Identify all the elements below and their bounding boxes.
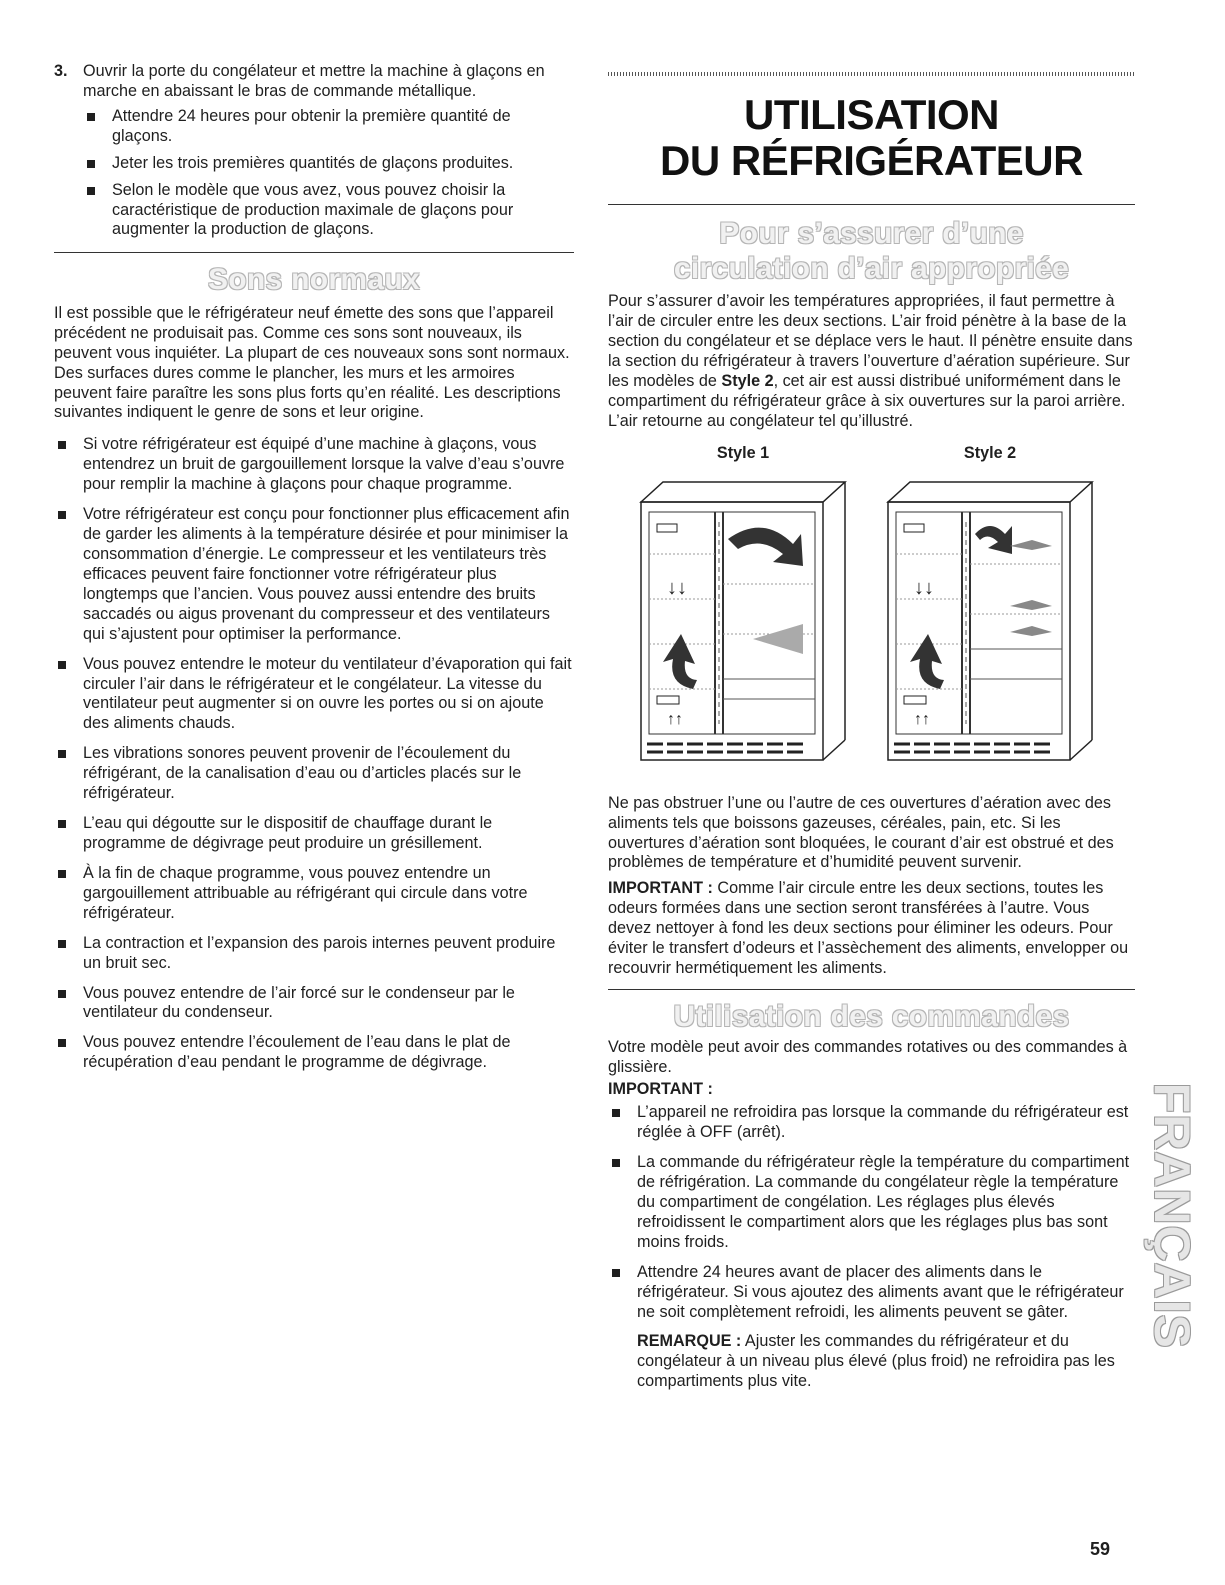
bullet-icon bbox=[54, 814, 83, 854]
page-title-line1: UTILISATION bbox=[743, 91, 1000, 138]
list-item: Votre réfrigérateur est conçu pour fonctionner plus efficacement afin de garder les aliments à la température désirée et pour minimiser la consommation d’énergie. Le compresseur et les ventilateurs très efficaces peuvent faire fonctionner votre réfrigérateur plus longtemps que l’ancien. Vous pouvez aussi entendre des bruits saccadés ou aigus provenant du compresseur et des ventilateurs qui s’ajustent pour optimiser la performance. bbox=[54, 505, 574, 644]
airflow-figures bbox=[608, 444, 1135, 780]
language-side-tab: FRANÇAIS bbox=[1143, 1082, 1200, 1350]
refrigerator-airflow-diagram bbox=[633, 474, 853, 774]
bullet-icon bbox=[83, 181, 112, 241]
bullet-icon bbox=[54, 655, 83, 735]
list-item: Si votre réfrigérateur est équipé d’une machine à glaçons, vous entendrez un bruit de gargouillement lorsque la valve d’eau s’ouvre pour remplir la machine à glaçons pour chaque programme. bbox=[54, 435, 574, 495]
refrigerator-airflow-diagram bbox=[880, 474, 1100, 774]
list-item: Jeter les trois premières quantités de glaçons produites. bbox=[83, 154, 574, 174]
figure-label: Style 1 bbox=[716, 443, 770, 462]
list-item: Attendre 24 heures avant de placer des aliments dans le réfrigérateur. Si vous ajoutez des aliments avant que le réfrigérateur ne soit complètement refroidi, les aliments peuvent se gâter. bbox=[608, 1263, 1135, 1323]
list-item: L’eau qui dégoutte sur le dispositif de chauffage durant le programme de dégivrage peut produire un grésillement. bbox=[54, 814, 574, 854]
page-number: 59 bbox=[1090, 1539, 1111, 1559]
dotted-rule bbox=[608, 72, 1135, 76]
commandes-important-label: IMPORTANT : bbox=[608, 1080, 713, 1099]
section-heading-circulation: Pour s’assurer d’une circulation d’air appropriée bbox=[673, 217, 1070, 285]
section-divider bbox=[608, 204, 1135, 205]
section-divider bbox=[608, 989, 1135, 990]
bullet-icon bbox=[54, 435, 83, 495]
remarque-paragraph: REMARQUE : Ajuster les commandes du réfrigérateur et du congélateur à un niveau plus élevé (plus froid) ne refroidira pas les compartiments plus vite. bbox=[637, 1332, 1115, 1391]
sons-normaux-intro: Il est possible que le réfrigérateur neuf émette des sons que l’appareil précédent ne produisait pas. Comme ces sons sont nouveaux, ils peuvent vous inquiéter. La plupart de ces nouveaux sons sont normaux. Des surfaces dures comme le plancher, les murs et les armoires peuvent faire paraître les sons plus forts qu’en réalité. Les descriptions suivantes indiquent le genre de sons et leur origine. bbox=[54, 303, 570, 422]
left-column bbox=[54, 62, 574, 1083]
sons-normaux-bullets bbox=[54, 435, 574, 1073]
figure-label: Style 2 bbox=[963, 443, 1017, 462]
commandes-bullets bbox=[608, 1103, 1135, 1322]
section-divider bbox=[54, 252, 574, 253]
circulation-paragraph: Pour s’assurer d’avoir les températures appropriées, il faut permettre à l’air de circuler entre les deux sections. L’air froid pénètre à la base de la section du congélateur et se déplace vers le haut. Il pénètre ensuite dans la section du réfrigérateur à travers l’ouverture d’aération supérieure. Sur les modèles de Style 2, cet air est aussi distribué uniformément dans le compartiment du réfrigérateur grâce à six ouvertures sur la paroi arrière. L’air retourne au congélateur tel qu’illustré. bbox=[608, 292, 1133, 430]
bullet-icon bbox=[608, 1263, 637, 1323]
bullet-icon bbox=[54, 864, 83, 924]
bullet-icon bbox=[54, 934, 83, 974]
section-heading-sons-normaux: Sons normaux bbox=[208, 263, 420, 297]
list-item: L’appareil ne refroidira pas lorsque la commande du réfrigérateur est réglée à OFF (arrêt). bbox=[608, 1103, 1135, 1143]
bullet-icon bbox=[54, 744, 83, 804]
list-item: La contraction et l’expansion des parois internes peuvent produire un bruit sec. bbox=[54, 934, 574, 974]
svg-text:↓↓: ↓↓ bbox=[667, 576, 687, 599]
list-item: Vous pouvez entendre l’écoulement de l’eau dans le plat de récupération d’eau pendant le programme de dégivrage. bbox=[54, 1033, 574, 1073]
list-item: Attendre 24 heures pour obtenir la première quantité de glaçons. bbox=[83, 107, 574, 147]
step-3-bullets bbox=[83, 107, 574, 241]
figure-style-2 bbox=[875, 444, 1105, 780]
list-item: Vous pouvez entendre de l’air forcé sur le condenseur par le ventilateur du condenseur. bbox=[54, 984, 574, 1024]
svg-text:↓↓: ↓↓ bbox=[914, 576, 934, 599]
bullet-icon bbox=[83, 107, 112, 147]
step-text: Ouvrir la porte du congélateur et mettre la machine à glaçons en marche en abaissant le bras de commande métallique. bbox=[83, 62, 545, 100]
list-item: La commande du réfrigérateur règle la température du compartiment de réfrigération. La commande du congélateur règle la température du compartiment de congélation. Les réglages plus élevés refroidissent le compartiment alors que les réglages plus bas sont moins froids. bbox=[608, 1153, 1135, 1253]
page-title-line2: DU RÉFRIGÉRATEUR bbox=[660, 137, 1083, 185]
bullet-icon bbox=[54, 505, 83, 644]
list-item: Vous pouvez entendre le moteur du ventilateur d’évaporation qui fait circuler l’air dans le réfrigérateur et le congélateur. La vitesse du ventilateur peut augmenter si on ouvre les portes ou si on ajoute des aliments chauds. bbox=[54, 655, 574, 735]
bullet-icon bbox=[83, 154, 112, 174]
bullet-icon bbox=[54, 1033, 83, 1073]
bullet-icon bbox=[608, 1153, 637, 1253]
step-number: 3. bbox=[54, 62, 68, 80]
list-item: À la fin de chaque programme, vous pouvez entendre un gargouillement attribuable au réfrigérant qui circule dans votre réfrigérateur. bbox=[54, 864, 574, 924]
vent-warning-paragraph: Ne pas obstruer l’une ou l’autre de ces ouvertures d’aération avec des aliments tels que boissons gazeuses, céréales, pain, etc. Si les ouvertures d’aération sont bloquées, le courant d’air est obstrué et des problèmes de température et d’humidité peuvent survenir. bbox=[608, 793, 1114, 872]
svg-text:↑↑: ↑↑ bbox=[914, 710, 930, 728]
right-column bbox=[608, 62, 1135, 1392]
section-heading-commandes: Utilisation des commandes bbox=[673, 999, 1070, 1033]
step-3 bbox=[54, 62, 574, 102]
figure-style-1 bbox=[628, 444, 858, 780]
commandes-intro: Votre modèle peut avoir des commandes rotatives ou des commandes à glissière. bbox=[608, 1038, 1128, 1077]
svg-text:↑↑: ↑↑ bbox=[667, 710, 683, 728]
bullet-icon bbox=[54, 984, 83, 1024]
list-item: Selon le modèle que vous avez, vous pouvez choisir la caractéristique de production maximale de glaçons pour augmenter la production de glaçons. bbox=[83, 181, 574, 241]
bullet-icon bbox=[608, 1103, 637, 1143]
list-item: Les vibrations sonores peuvent provenir de l’écoulement du réfrigérant, de la canalisation d’eau ou d’articles placés sur le réfrigérateur. bbox=[54, 744, 574, 804]
important-paragraph: IMPORTANT : Comme l’air circule entre les deux sections, toutes les odeurs formées dans une section seront transférées à l’autre. Vous devez nettoyer à fond les deux sections pour éliminer les odeurs. Pour éviter le transfert d’odeurs et l’assèchement des aliments, envelopper ou recouvrir hermétiquement les aliments. bbox=[608, 879, 1129, 978]
